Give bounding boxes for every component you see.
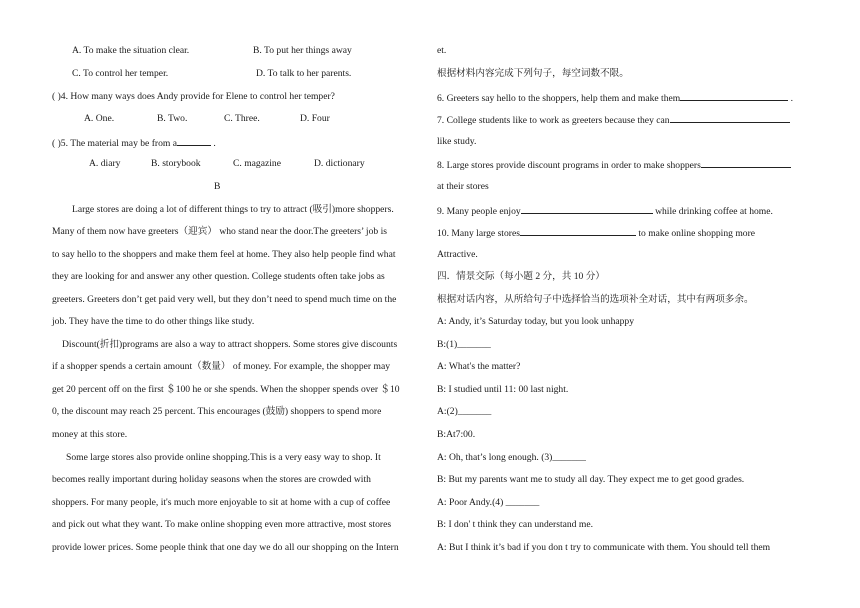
q6-end: .: [788, 93, 794, 104]
dialogue-line: B:At7:00.: [437, 429, 476, 440]
passage-line: greeters. Greeters don’t get paid very well, but they don’t need to spend much time on the: [52, 294, 397, 305]
section-heading-4: 四．情景交际（每小题 2 分，共 10 分）: [437, 271, 605, 282]
question-7: [437, 113, 790, 127]
passage-line: provide lower prices. Some people think that one day we do all our shopping on the Intern: [52, 542, 399, 553]
passage-line: job. They have the time to do other things like study.: [52, 316, 255, 327]
passage-line: shoppers. For many people, it's much more enjoyable to sit at home with a cup of coffee: [52, 497, 391, 508]
passage-line: Discount(折扣)programs are also a way to attract shoppers. Some stores give discounts: [62, 339, 398, 350]
passage-line: Some large stores also provide online shopping.This is a very easy way to shop. It: [66, 452, 381, 463]
q5-option-b: B. storybook: [151, 158, 201, 169]
q5-option-d: D. dictionary: [314, 158, 365, 169]
q5-text: ( )5. The material may be from a: [52, 138, 178, 149]
dialogue-line: A: What's the matter?: [437, 361, 521, 372]
question-8: [437, 158, 791, 172]
option-a: A. To make the situation clear.: [72, 45, 190, 56]
q8-continuation: at their stores: [437, 181, 489, 192]
passage-line: 0, the discount may reach 25 percent. This encourages (鼓励) shoppers to spend more: [52, 406, 382, 417]
passage-line: get 20 percent off on the first ＄100 he or she spends. When the shopper spends over ＄10: [52, 384, 400, 395]
q5-option-a: A. diary: [89, 158, 121, 169]
q9-end: while drinking coffee at home.: [652, 206, 773, 217]
dialogue-line: B:(1)_______: [437, 339, 491, 350]
q8-blank: [701, 158, 791, 168]
q10-end: to make online shopping more: [635, 228, 756, 239]
instruction-complete-sentences: 根据材料内容完成下列句子，每空词数不限。: [437, 68, 629, 79]
option-b: B. To put her things away: [253, 45, 352, 56]
q4-option-d: D. Four: [300, 113, 330, 124]
dialogue-line: A: But I think it’s bad if you don t try to communicate with them. You should tell them: [437, 542, 771, 553]
instruction-dialogue: 根据对话内容，从所给句子中选择恰当的选项补全对话，其中有两项多余。: [437, 294, 754, 305]
q10-continuation: Attractive.: [437, 249, 478, 260]
passage-line: to say hello to the shoppers and make them feel at home. They also help people find what: [52, 249, 396, 260]
q4-option-c: C. Three.: [224, 113, 260, 124]
option-c: C. To control her temper.: [72, 68, 169, 79]
passage-line: and pick out what they want. To make online shopping even more attractive, most stores: [52, 519, 392, 530]
dialogue-line: B: But my parents want me to study all day. They expect me to get good grades.: [437, 474, 745, 485]
q7-continuation: like study.: [437, 136, 477, 147]
question-5: [52, 136, 216, 150]
passage-line: if a shopper spends a certain amount（数量） of money. For example, the shopper may: [52, 361, 391, 372]
passage-line: Many of them now have greeters（迎宾） who stand near the door.The greeters’ job is: [52, 226, 387, 237]
dialogue-line: A: Oh, that’s long enough. (3)_______: [437, 452, 586, 463]
q10-text: 10. Many large stores: [437, 228, 520, 239]
q4-option-b: B. Two.: [157, 113, 188, 124]
q6-text: 6. Greeters say hello to the shoppers, help them and make them: [437, 93, 681, 104]
question-6: [437, 91, 793, 105]
q5-option-c: C. magazine: [233, 158, 281, 169]
dialogue-line: A:(2)_______: [437, 406, 492, 417]
passage-line: they are looking for and answer any other question. College students often take jobs as: [52, 271, 385, 282]
q4-option-a: A. One.: [84, 113, 115, 124]
passage-line: becomes really important during holiday seasons when the stores are crowded with: [52, 474, 371, 485]
q9-blank: [521, 204, 653, 214]
passage-continuation: et.: [437, 45, 447, 56]
section-heading-b: B: [214, 181, 221, 192]
q10-blank: [520, 226, 636, 236]
question-4: ( )4. How many ways does Andy provide for Elene to control her temper?: [52, 91, 335, 102]
q8-text: 8. Large stores provide discount programs in order to make shoppers: [437, 160, 701, 171]
dialogue-line: B: I studied until 11: 00 last night.: [437, 384, 569, 395]
q9-text: 9. Many people enjoy: [437, 206, 521, 217]
passage-line: money at this store.: [52, 429, 128, 440]
q5-blank: [177, 136, 211, 146]
dialogue-line: B: I don' t think they can understand me.: [437, 519, 593, 530]
question-9: [437, 204, 773, 218]
q7-blank: [670, 113, 790, 123]
dialogue-line: A: Poor Andy.(4) _______: [437, 497, 540, 508]
option-d: D. To talk to her parents.: [256, 68, 352, 79]
dialogue-line: A: Andy, it’s Saturday today, but you look unhappy: [437, 316, 635, 327]
q6-blank: [680, 91, 788, 101]
q7-text: 7. College students like to work as greeters because they can: [437, 115, 670, 126]
question-10: [437, 226, 755, 240]
q5-end: .: [211, 138, 216, 149]
passage-line: Large stores are doing a lot of different things to try to attract (吸引)more shoppers.: [72, 204, 394, 215]
